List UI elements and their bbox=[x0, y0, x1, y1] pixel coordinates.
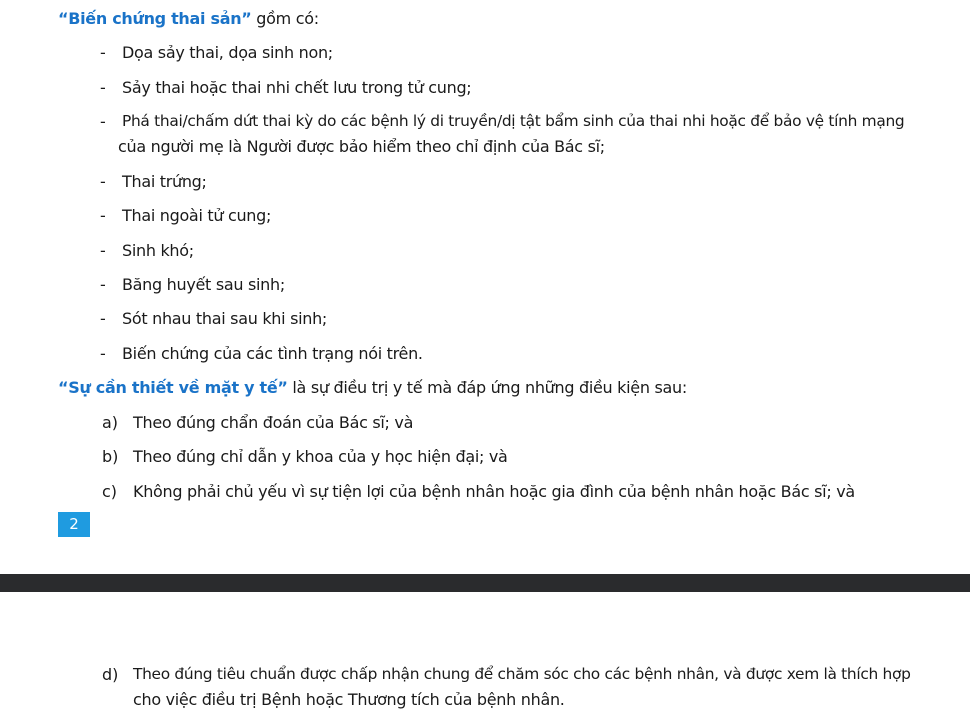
bullet-dash: - bbox=[100, 206, 106, 225]
term-su-can-thiet-ve-mat-y-te: “Sự cần thiết về mặt y tế” bbox=[58, 378, 288, 397]
term-bien-chung-thai-san: “Biến chứng thai sản” bbox=[58, 9, 252, 28]
bullet-dash: - bbox=[100, 241, 106, 260]
list-item-text: Theo đúng tiêu chuẩn được chấp nhận chung để chăm sóc cho các bệnh nhân, và được xem là thích hợp bbox=[133, 665, 911, 683]
list-item-text: Thai trứng; bbox=[122, 172, 207, 191]
section2-heading-rest: là sự điều trị y tế mà đáp ứng những điều kiện sau: bbox=[287, 378, 687, 397]
list-item-text-continuation: cho việc điều trị Bệnh hoặc Thương tích của bệnh nhân. bbox=[133, 690, 565, 709]
bullet-dash: - bbox=[100, 112, 106, 131]
list-item-text: Theo đúng chỉ dẫn y khoa của y học hiện đại; và bbox=[133, 447, 508, 466]
section1-heading-rest: gồm có: bbox=[251, 9, 319, 28]
list-item-label: a) bbox=[102, 413, 119, 432]
list-item-text: Theo đúng chẩn đoán của Bác sĩ; và bbox=[133, 413, 414, 432]
list-item-text: Dọa sảy thai, dọa sinh non; bbox=[122, 43, 333, 62]
bullet-dash: - bbox=[100, 172, 106, 191]
bullet-dash: - bbox=[100, 309, 106, 328]
list-item-text: Phá thai/chấm dứt thai kỳ do các bệnh lý di truyền/dị tật bẩm sinh của thai nhi hoặc để bảo vệ tính mạng bbox=[122, 112, 905, 130]
list-item-text: Băng huyết sau sinh; bbox=[122, 275, 285, 294]
list-item-label: c) bbox=[102, 482, 118, 501]
section1-heading bbox=[58, 6, 319, 31]
page-break-divider bbox=[0, 574, 970, 592]
list-item-text: Không phải chủ yếu vì sự tiện lợi của bệnh nhân hoặc gia đình của bệnh nhân hoặc Bác sĩ; và bbox=[133, 482, 855, 501]
bullet-dash: - bbox=[100, 43, 106, 62]
bullet-dash: - bbox=[100, 78, 106, 97]
list-item-text-continuation: của người mẹ là Người được bảo hiểm theo chỉ định của Bác sĩ; bbox=[118, 137, 605, 156]
list-item-text: Sinh khó; bbox=[122, 241, 194, 260]
list-item-text: Sảy thai hoặc thai nhi chết lưu trong tử cung; bbox=[122, 78, 472, 97]
bullet-dash: - bbox=[100, 275, 106, 294]
list-item-text: Biến chứng của các tình trạng nói trên. bbox=[122, 344, 423, 363]
list-item-text: Sót nhau thai sau khi sinh; bbox=[122, 309, 328, 328]
list-item-label: b) bbox=[102, 447, 119, 466]
list-item-text: Thai ngoài tử cung; bbox=[122, 206, 272, 225]
list-item-label: d) bbox=[102, 665, 119, 684]
page-number-badge: 2 bbox=[58, 512, 90, 537]
section2-heading bbox=[58, 375, 687, 400]
bullet-dash: - bbox=[100, 344, 106, 363]
